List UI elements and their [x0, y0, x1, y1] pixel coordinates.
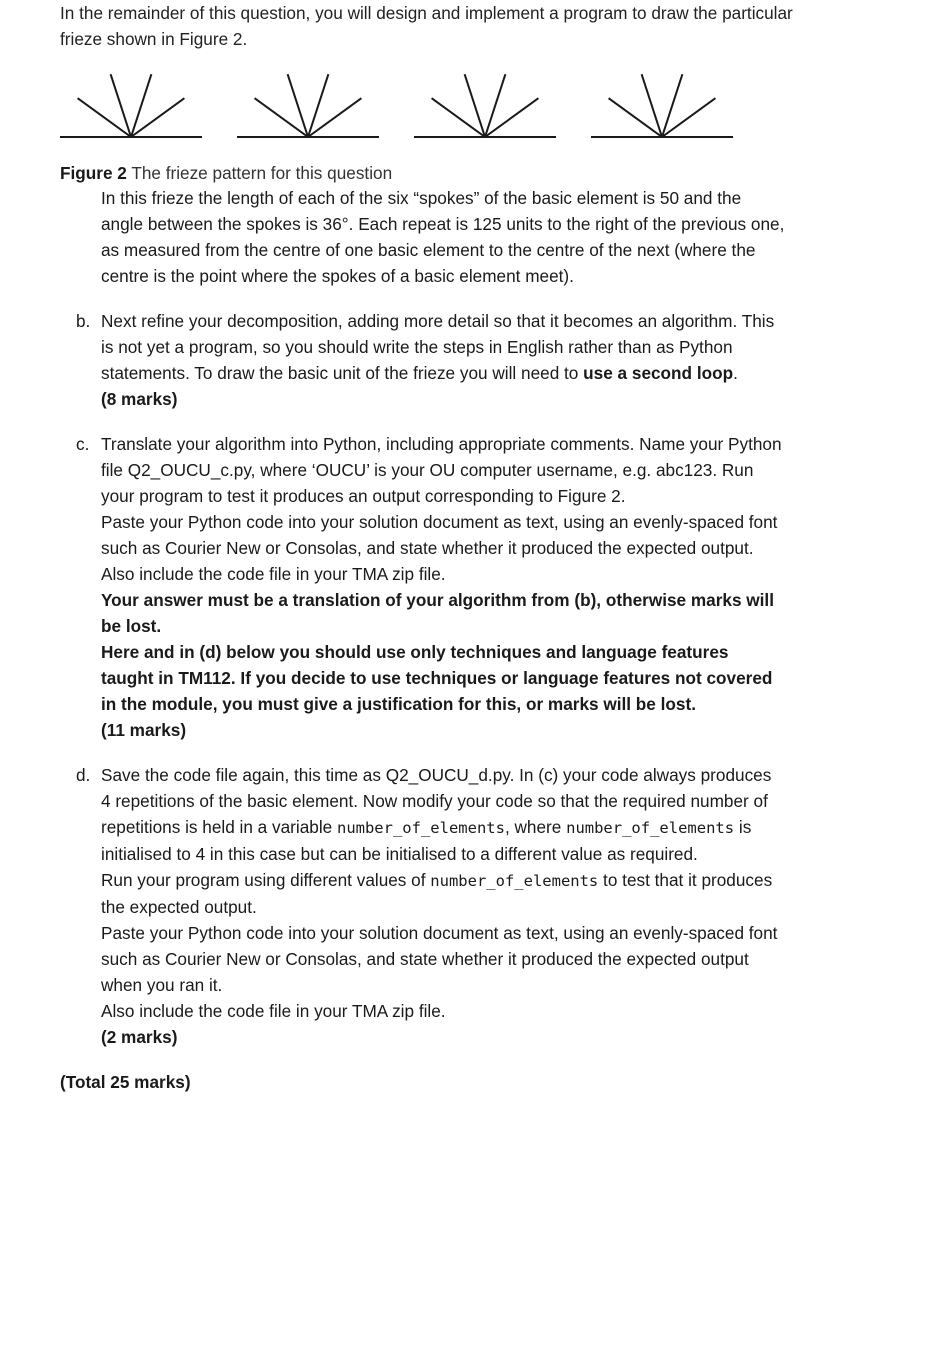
frieze-spoke [288, 74, 308, 137]
figure-label: Figure 2 [60, 163, 127, 183]
frieze-figure [60, 70, 760, 142]
frieze-element [237, 74, 379, 137]
frieze-spoke [609, 98, 662, 137]
frieze-spoke [662, 74, 682, 137]
frieze-description: In this frieze the length of each of the six “spokes” of the basic element is 50 and the angle between the spokes is 36°. Each repeat is 125 units to the right of the previous one, as measured from the centre of one basic element to the centre of the next (where the centre is the point where the spokes of a basic element meet). [101, 188, 785, 286]
figure-caption-text: The frieze pattern for this question [126, 163, 393, 183]
frieze-spoke [255, 98, 308, 137]
part-c-para-4: Your answer must be a translation of your algorithm from (b), otherwise marks will be lost. [101, 590, 774, 636]
variable-name: number_of_elements [566, 819, 735, 837]
part-c [76, 431, 785, 743]
part-d-para-1-a: Save the code file again, this time as Q2_OUCU_d.py. In (c) your code always produces 4 repetitions of the basic element. Now modify your code so that the required number of repetitions is held in a variable [101, 765, 772, 837]
variable-name: number_of_elements [430, 872, 599, 890]
part-b-letter: b. [76, 311, 91, 331]
total-marks: (Total 25 marks) [60, 1072, 191, 1092]
frieze-spoke [131, 98, 184, 137]
frieze-spoke [131, 74, 151, 137]
part-c-para-5: Here and in (d) below you should use only techniques and language features taught in TM112. If you decide to use techniques or language features not covered in the module, you must give a justification for this, or marks will be lost. [101, 642, 773, 714]
frieze-spoke [465, 74, 485, 137]
frieze-spoke [78, 98, 131, 137]
part-d-para-2 [101, 867, 785, 920]
part-d-para-2-b: to test that it produces the expected output. [101, 870, 773, 917]
part-d-para-1-b: , where [504, 817, 567, 837]
part-c-para-1: Translate your algorithm into Python, including appropriate comments. Name your Python file Q2_OUCU_c.py, where ‘OUCU’ is your OU computer username, e.g. abc123. Run your program to test it produces an output corresponding to Figure 2. [101, 434, 782, 506]
intro-text: In the remainder of this question, you will design and implement a program to draw the particular frieze shown in Figure 2. [60, 3, 793, 49]
part-b-text-2: . [733, 363, 738, 383]
frieze-element [591, 74, 733, 137]
part-b-text [101, 308, 785, 386]
part-d-para-1-c: is initialised to 4 in this case but can be initialised to a different value as required. [101, 817, 752, 864]
frieze-spoke [485, 98, 538, 137]
part-c-para-2: Paste your Python code into your solution document as text, using an evenly-spaced font such as Courier New or Consolas, and state whether it produced the expected output. [101, 512, 778, 558]
frieze-element [414, 74, 556, 137]
part-d-para-2-a: Run your program using different values of [101, 870, 431, 890]
part-c-para-3: Also include the code file in your TMA zip file. [101, 564, 446, 584]
frieze-spoke [111, 74, 131, 137]
part-b-text-bold: use a second loop [583, 363, 734, 383]
frieze-spoke [308, 98, 361, 137]
figure-caption [60, 161, 800, 185]
part-d [76, 762, 785, 1050]
frieze-spoke [642, 74, 662, 137]
part-d-letter: d. [76, 765, 91, 785]
part-b [76, 308, 785, 412]
part-b-text-1: Next refine your decomposition, adding more detail so that it becomes an algorithm. This is not yet a program, so you should write the steps in English rather than as Python statements. To draw the basic unit of the frieze you will need to [101, 311, 775, 383]
part-c-letter: c. [76, 434, 90, 454]
part-c-marks: (11 marks) [101, 720, 187, 740]
frieze-spoke [432, 98, 485, 137]
question-page [60, 0, 800, 1095]
variable-name: number_of_elements [336, 819, 505, 837]
part-d-para-4: Also include the code file in your TMA zip file. [101, 1001, 446, 1021]
frieze-spoke [662, 98, 715, 137]
part-b-marks: (8 marks) [101, 389, 178, 409]
frieze-spoke [308, 74, 328, 137]
part-d-para-3: Paste your Python code into your solution document as text, using an evenly-spaced font such as Courier New or Consolas, and state whether it produced the expected output when you ran it. [101, 923, 778, 995]
part-d-para-1 [101, 762, 785, 867]
frieze-element [60, 74, 202, 137]
frieze-spoke [485, 74, 505, 137]
part-d-marks: (2 marks) [101, 1027, 178, 1047]
